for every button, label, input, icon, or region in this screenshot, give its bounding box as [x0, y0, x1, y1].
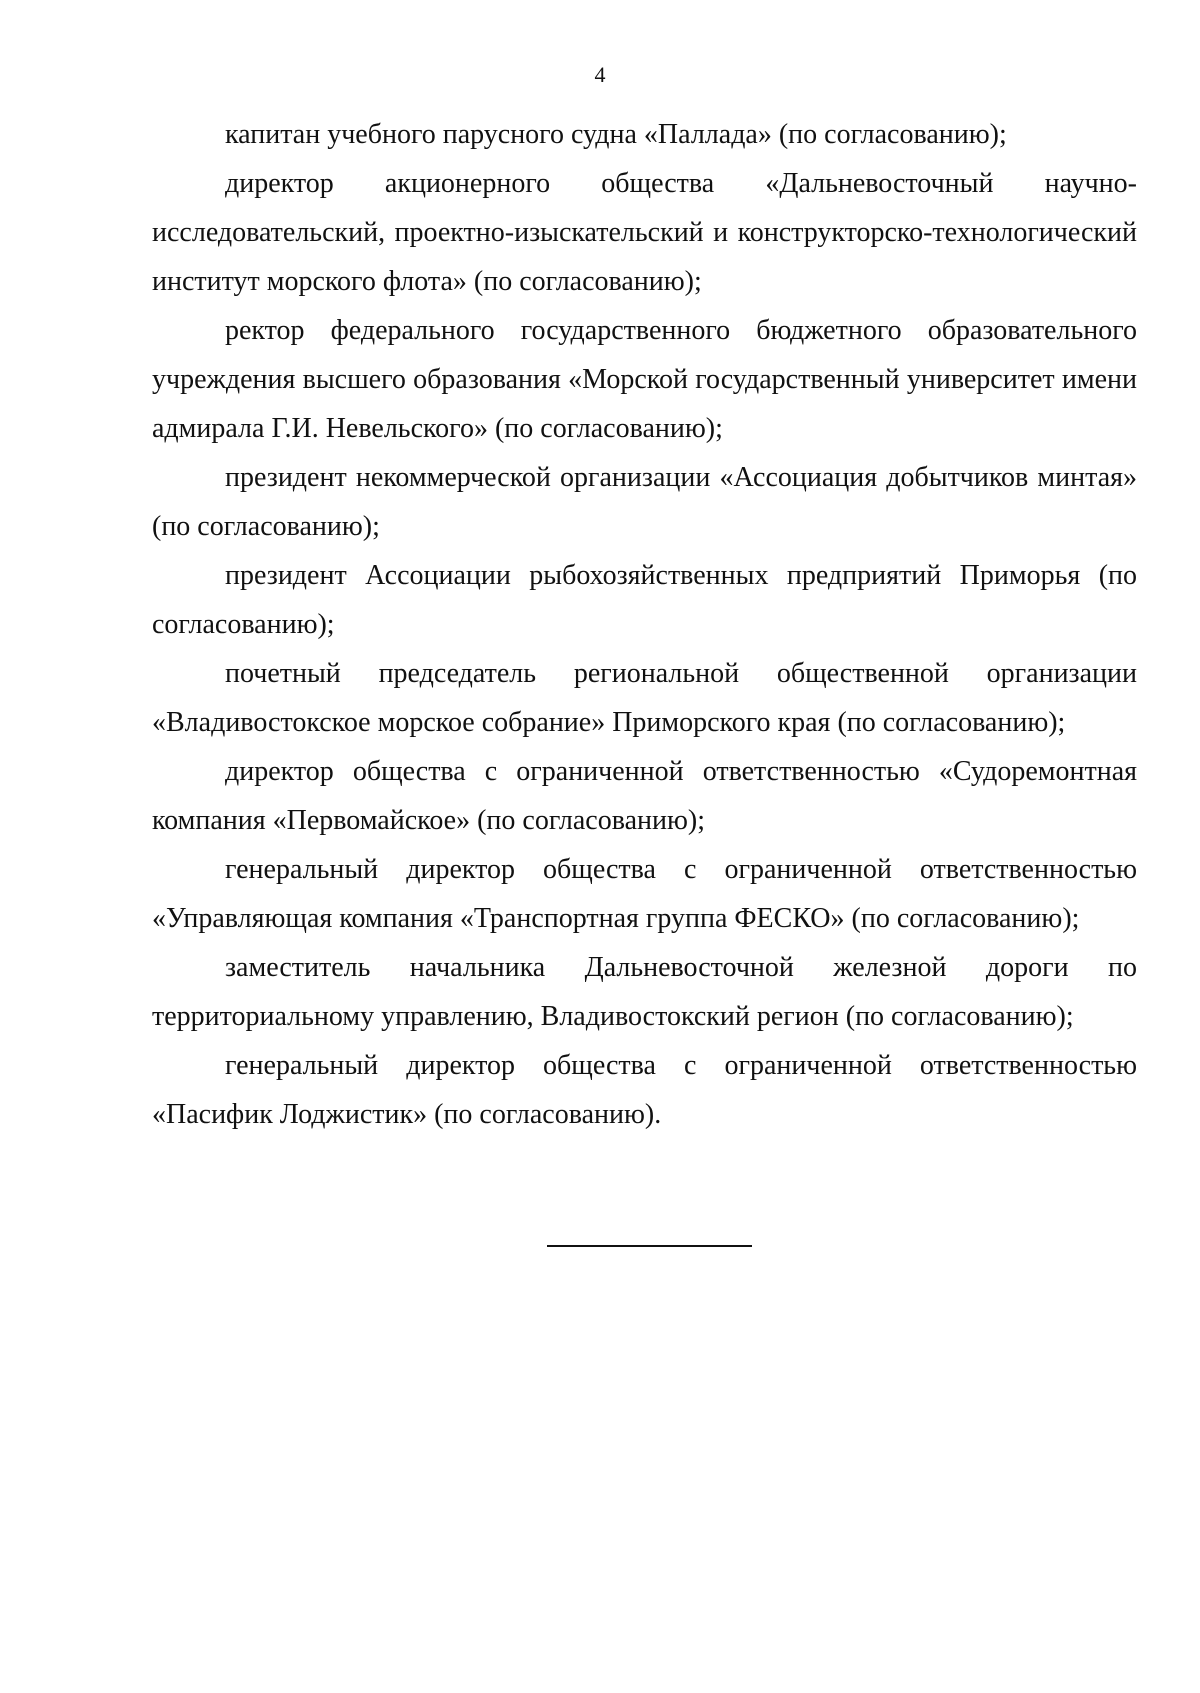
list-item-marine-assembly-chairman: почетный председатель региональной общественной организации «Владивостокское морское собрание» Приморского края (по согласованию); [152, 658, 1137, 738]
document-body [152, 110, 1137, 1139]
end-divider-line [547, 1245, 752, 1247]
list-item-fesco-general-director: генеральный директор общества с ограниченной ответственностью «Управляющая компания «Транспортная группа ФЕСКО» (по согласованию); [152, 854, 1137, 934]
list-item-fishery-association-president: президент Ассоциации рыбохозяйственных предприятий Приморья (по согласованию); [152, 560, 1137, 640]
list-item-shiprepair-company-director: директор общества с ограниченной ответственностью «Судоремонтная компания «Первомайское» (по согласованию); [152, 756, 1137, 836]
list-item-maritime-university-rector: ректор федерального государственного бюджетного образовательного учреждения высшего образования «Морской государственный университет имени адмирала Г.И. Невельского» (по согласованию); [152, 315, 1137, 444]
list-item-research-institute-director: директор акционерного общества «Дальневосточный научно-исследовательский, проектно-изыскательский и конструкторско-технологический институт морского флота» (по согласованию); [152, 168, 1137, 297]
list-item-pacific-logistic-general-director: генеральный директор общества с ограниченной ответственностью «Пасифик Лоджистик» (по согласованию). [152, 1050, 1137, 1130]
list-item-pollock-association-president: президент некоммерческой организации «Ассоциация добытчиков минтая» (по согласованию); [152, 462, 1137, 542]
page-number: 4 [594, 62, 606, 87]
list-item-railway-deputy-head: заместитель начальника Дальневосточной железной дороги по территориальному управлению, Владивостокский регион (по согласованию); [152, 952, 1137, 1032]
list-item-pallada-captain: капитан учебного парусного судна «Паллада» (по согласованию); [225, 119, 1007, 150]
